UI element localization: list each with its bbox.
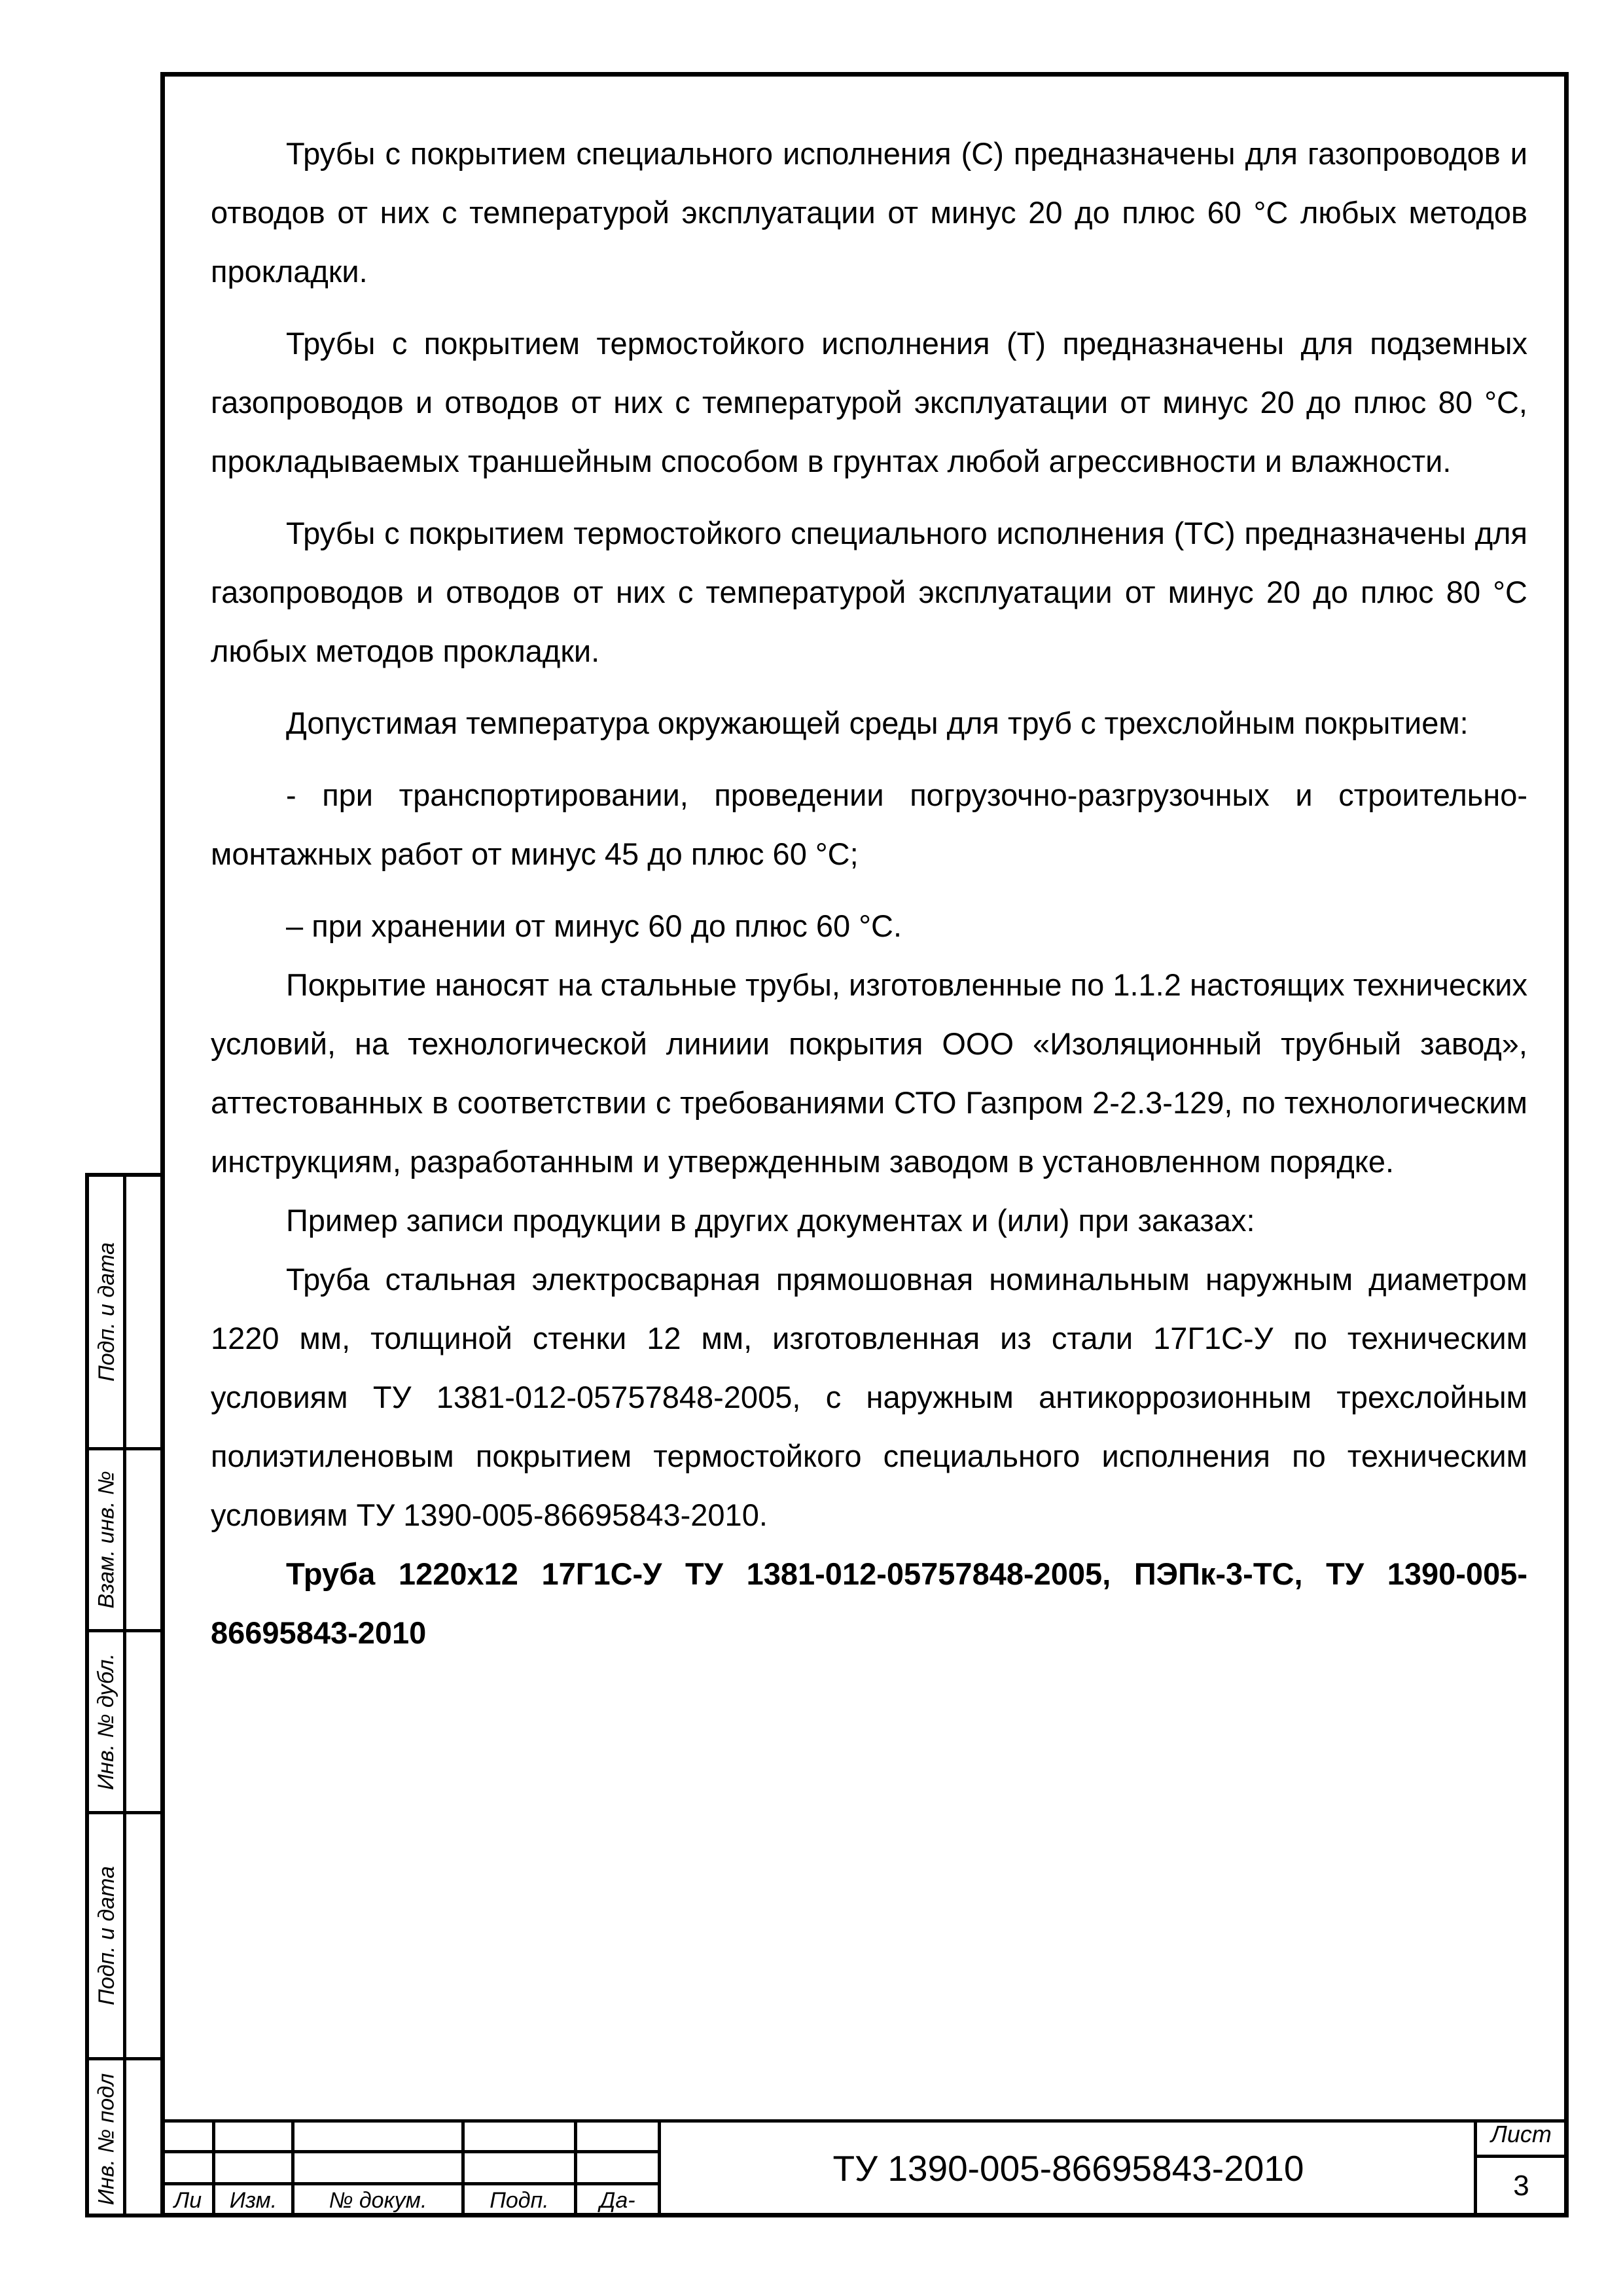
- side-label-vzam-inv: Взам. инв. №: [94, 1471, 119, 1609]
- document-body: [211, 124, 1527, 1662]
- paragraph-order-designation: Труба 1220х12 17Г1С-У ТУ 1381-012-05757848-2005, ПЭПк-3-ТС, ТУ 1390-005-86695843-2010: [211, 1556, 1527, 1650]
- title-block-col-izm: Изм.: [229, 2188, 277, 2213]
- title-block-col-li: Ли: [173, 2188, 202, 2213]
- side-label-inv-dubl: Инв. № дубл.: [94, 1653, 119, 1791]
- title-block-col-podp: Подп.: [490, 2188, 549, 2213]
- side-stamp-strip: [85, 1173, 165, 2217]
- paragraph-transport-temperature: - при транспортировании, проведении погрузочно-разгрузочных и строительно-монтажных работ от минус 45 до плюс 60 °С;: [211, 778, 1527, 871]
- paragraph-storage-temperature: – при хранении от минус 60 до плюс 60 °С.: [286, 908, 902, 943]
- title-block-col-dokum: № докум.: [329, 2188, 427, 2213]
- title-block-col-data: Да-: [599, 2188, 635, 2213]
- title-block: [160, 2119, 1569, 2217]
- sheet-label: Лист: [1491, 2121, 1552, 2147]
- paragraph-order-example-text: Труба стальная электросварная прямошовная номинальным наружным диаметром 1220 мм, толщиной стенки 12 мм, изготовленная из стали 17Г1С-У по техническим условиям ТУ 1381-012-05757848-2005, с наружным антикоррозионным трехслойным полиэтиленовым покрытием термостойкого специального исполнения по техническим условиям ТУ 1390-005-86695843-2010.: [211, 1262, 1527, 1532]
- side-label-podp-data-top: Подп. и дата: [94, 1242, 119, 1382]
- paragraph-heat-resistant-special-coating: Трубы с покрытием термостойкого специального исполнения (ТС) предназначены для газопроводов и отводов от них с температурой эксплуатации от минус 20 до плюс 80 °С любых методов прокладки.: [211, 516, 1527, 668]
- paragraph-coating-application: Покрытие наносят на стальные трубы, изготовленные по 1.1.2 настоящих технических условий, на технологической линиии покрытия ООО «Изоляционный трубный завод», аттестованных в соответствии с требованиями СТО Газпром 2-2.3-129, по технологическим инструкциям, разработанным и утвержденным заводом в установленном порядке.: [211, 967, 1527, 1179]
- document-number: ТУ 1390-005-86695843-2010: [832, 2148, 1304, 2189]
- paragraph-ambient-temperature: Допустимая температура окружающей среды для труб с трехслойным покрытием:: [286, 706, 1469, 740]
- paragraph-order-example-intro: Пример записи продукции в других документах и (или) при заказах:: [286, 1203, 1255, 1238]
- side-label-inv-podl: Инв. № подл: [94, 2073, 119, 2205]
- side-label-podp-data-bottom: Подп. и дата: [94, 1866, 119, 2005]
- sheet-number: 3: [1513, 2170, 1529, 2202]
- paragraph-special-coating: Трубы с покрытием специального исполнения (С) предназначены для газопроводов и отводов от них с температурой эксплуатации от минус 20 до плюс 60 °С любых методов прокладки.: [211, 136, 1527, 289]
- paragraph-heat-resistant-coating: Трубы с покрытием термостойкого исполнения (Т) предназначены для подземных газопроводов и отводов от них с температурой эксплуатации от минус 20 до плюс 80 °С, прокладываемых траншейным способом в грунтах любой агрессивности и влажности.: [211, 326, 1527, 478]
